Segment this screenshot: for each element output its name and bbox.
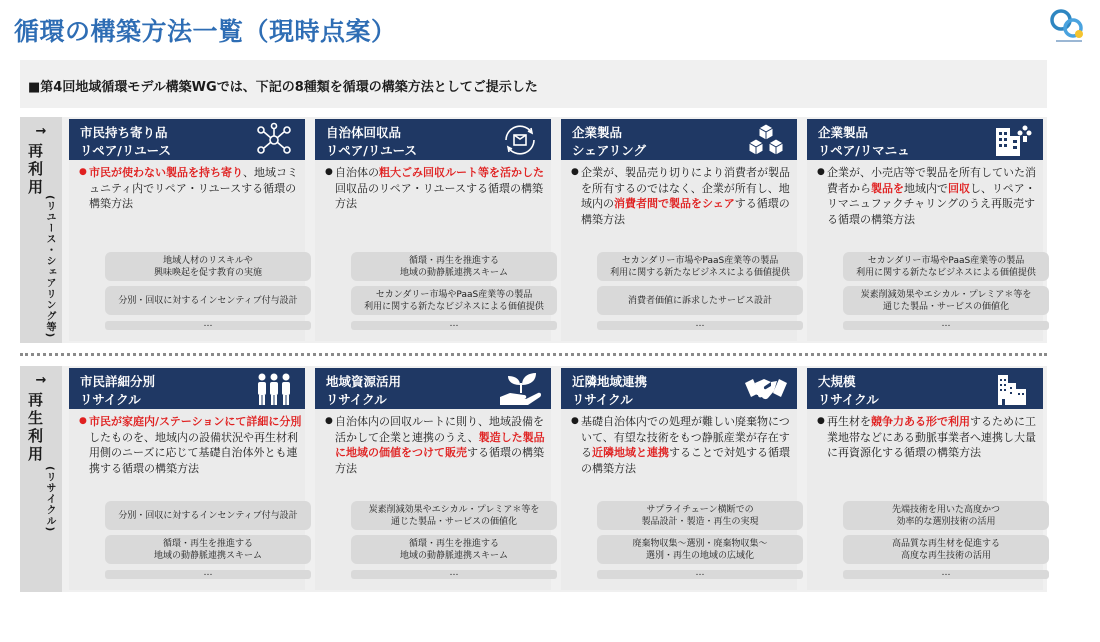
card-header [315, 368, 551, 409]
highlight-text: 市民が家庭内/ステーションにて詳細に分別 [89, 415, 302, 428]
card-header [807, 368, 1043, 409]
building-people-icon [990, 122, 1034, 158]
description-text: 回収品のリペア・リユースする循環の構築方法 [335, 181, 544, 210]
people-icon [252, 371, 296, 407]
description-text: する循環の構築方法 [581, 197, 790, 226]
measure-text: 高品質な再生材を促進する 高度な再生技術の活用 [891, 538, 1000, 561]
card-subtitle: リサイクル [818, 392, 879, 407]
handshake-icon [744, 371, 788, 407]
card-subtitle: シェアリング [572, 143, 647, 158]
measure-pill [105, 286, 311, 315]
description-text: 再生材を [827, 415, 871, 428]
measure-pill [843, 535, 1049, 564]
card-description [571, 414, 795, 476]
description-text: したものを、地域内の設備状況や再生材利用側のニーズに応じて基礎自治体外とも連携する循環の構築方法 [89, 430, 298, 475]
recycle-box-icon [498, 122, 542, 158]
description-text: 基礎自治体内での処理が難しい廃棄物について、有望な技術をもつ静脈産業が存在する [581, 415, 790, 459]
logo-icon [1048, 6, 1088, 46]
card-近隣地域連携 [561, 368, 797, 590]
description-text: 企業が、小売店等で製品を所有していた消費者から [827, 166, 1036, 195]
card-description [817, 165, 1041, 227]
row-title: 再生利用 [26, 392, 44, 464]
measure-text: 廃棄物収集～選別・廃棄物収集～ 選別・再生の地域の広域化 [632, 538, 768, 561]
card-title: 企業製品 [818, 125, 869, 140]
card-body [315, 409, 551, 590]
highlight-text: 回収 [948, 181, 970, 195]
card-title: 市民持ち寄り品 [80, 125, 168, 140]
measure-text: 消費者価値に訴求したサービス設計 [627, 295, 772, 306]
measure-pill [843, 286, 1049, 315]
more-indicator: … [597, 321, 803, 330]
more-indicator: … [351, 570, 557, 579]
more-indicator: … [105, 321, 311, 330]
bullet-icon: ● [325, 167, 333, 177]
measure-text: 地域人材のリスキルや 興味喚起を促す教育の実施 [153, 255, 262, 278]
card-title: 市民詳細分別 [80, 374, 156, 389]
bullet-icon: ● [325, 416, 333, 426]
description-text: 自治体の [335, 166, 379, 179]
card-title: 地域資源活用 [326, 374, 402, 389]
card-自治体回収品 [315, 119, 551, 341]
highlight-text: 市民が使わない製品を持ち寄り [89, 166, 243, 179]
card-企業製品 [561, 119, 797, 341]
card-header [69, 368, 305, 409]
card-subtitle: リペア/リユース [80, 143, 171, 158]
bullet-icon: ● [817, 416, 825, 426]
measure-text: セカンダリー市場やPaaS産業等の製品 利用に関する新たなビジネスによる価値提供 [856, 255, 1036, 278]
arrow-icon: → [35, 124, 47, 139]
card-header [561, 119, 797, 160]
card-企業製品 [807, 119, 1043, 341]
intro-text: ■第4回地域循環モデル構築WGでは、下記の8種類を循環の構築方法としてご提示した [28, 80, 538, 95]
measure-text: セカンダリー市場やPaaS産業等の製品 利用に関する新たなビジネスによる価値提供 [364, 289, 544, 312]
description-text: 地域内で [904, 181, 948, 195]
bullet-icon: ● [79, 167, 87, 177]
card-description [325, 165, 549, 212]
row-label [20, 117, 62, 343]
intro-banner [20, 60, 1047, 108]
highlight-text: 粗大ごみ回収ルート等を活かした [379, 166, 544, 179]
card-地域資源活用 [315, 368, 551, 590]
card-header [807, 119, 1043, 160]
measure-text: 循環・再生を推進する 地域の動静脈連携スキーム [399, 538, 508, 561]
card-body [807, 160, 1043, 341]
card-description [325, 414, 549, 476]
measure-pill [597, 286, 803, 315]
card-body [561, 160, 797, 341]
measure-text: サプライチェーン横断での 製品設計・製造・再生の実現 [641, 504, 759, 527]
arrow-icon: → [35, 373, 47, 388]
measure-text: 分別・回収に対するインセンティブ付与設計 [118, 510, 298, 521]
card-body [69, 409, 305, 590]
card-市民持ち寄り品 [69, 119, 305, 341]
card-市民詳細分別 [69, 368, 305, 590]
measure-text: 循環・再生を推進する 地域の動静脈連携スキーム [153, 538, 262, 561]
description-text: 、地域コミュニティ内でリペア・リユースする循環の構築方法 [89, 166, 298, 210]
bullet-icon: ● [571, 167, 579, 177]
card-subtitle: リサイクル [80, 392, 141, 407]
measure-text: 炭素削減効果やエシカル・プレミア＊等を 通じた製品・サービスの価値化 [860, 289, 1032, 312]
card-body [69, 160, 305, 341]
row-subtitle: (リユース・シェアリング等) [44, 195, 55, 339]
card-title: 企業製品 [572, 125, 623, 140]
bullet-icon: ● [79, 416, 87, 426]
bullet-icon: ● [571, 416, 579, 426]
hand-plant-icon [498, 371, 542, 407]
card-header [315, 119, 551, 160]
page-title: 循環の構築方法一覧（現時点案） [14, 17, 397, 46]
card-description [79, 165, 303, 212]
reuse-row [20, 117, 1047, 343]
measure-text: セカンダリー市場やPaaS産業等の製品 利用に関する新たなビジネスによる価値提供 [610, 255, 790, 278]
measure-pill [351, 252, 557, 281]
measure-pill [351, 501, 557, 530]
more-indicator: … [843, 321, 1049, 330]
measure-text: 炭素削減効果やエシカル・プレミア＊等を 通じた製品・サービスの価値化 [368, 504, 540, 527]
card-body [561, 409, 797, 590]
card-description [817, 414, 1041, 461]
measure-pill [105, 535, 311, 564]
measure-pill [843, 501, 1049, 530]
measure-pill [351, 535, 557, 564]
more-indicator: … [105, 570, 311, 579]
measure-pill [597, 535, 803, 564]
highlight-text: 製品を [871, 181, 904, 195]
card-title: 大規模 [818, 374, 856, 389]
highlight-text: 近隣地域と連携 [592, 446, 669, 459]
bullet-icon: ● [817, 167, 825, 177]
card-subtitle: リサイクル [572, 392, 633, 407]
boxes-icon [744, 122, 788, 158]
recycle-row [20, 366, 1047, 592]
measure-pill [105, 252, 311, 281]
description-text: する循環の構築方法 [335, 446, 544, 475]
description-text: することで対処する循環の構築方法 [581, 446, 790, 475]
card-subtitle: リサイクル [326, 392, 387, 407]
card-title: 自治体回収品 [326, 125, 402, 140]
row-divider [20, 353, 1047, 356]
description-text: 自治体内の回収ルートに則り、地域設備を活かして企業と連携のうえ、 [335, 415, 544, 444]
description-text: するために工業地帯などにある動脈事業者へ連携し大量に再資源化する循環の構築方法 [827, 415, 1036, 459]
card-body [315, 160, 551, 341]
factory-icon [990, 371, 1034, 407]
measure-pill [105, 501, 311, 530]
row-label [20, 366, 62, 592]
more-indicator: … [351, 321, 557, 330]
measure-pill [351, 286, 557, 315]
card-title: 近隣地域連携 [572, 374, 648, 389]
measure-text: 先端技術を用いた高度かつ 効率的な選別技術の活用 [891, 504, 1000, 527]
highlight-text: 消費者間で製品をシェア [614, 197, 735, 210]
card-body [807, 409, 1043, 590]
card-subtitle: リペア/リユース [326, 143, 417, 158]
card-header [561, 368, 797, 409]
description-text: し、リペア・リマニュファクチャリングのうえ再販売する循環の構築方法 [827, 181, 1036, 226]
row-subtitle: (リサイクル) [44, 466, 55, 533]
more-indicator: … [843, 570, 1049, 579]
measure-text: 循環・再生を推進する 地域の動静脈連携スキーム [399, 255, 508, 278]
card-description [571, 165, 795, 227]
measure-pill [843, 252, 1049, 281]
row-title: 再利用 [26, 143, 44, 197]
card-subtitle: リペア/リマニュ [818, 143, 910, 158]
card-大規模 [807, 368, 1043, 590]
measure-pill [597, 501, 803, 530]
card-header [69, 119, 305, 160]
network-people-icon [252, 122, 296, 158]
highlight-text: 製造した製品に地域の価値をつけて販売 [335, 430, 545, 459]
more-indicator: … [597, 570, 803, 579]
highlight-text: 競争力ある形で利用 [871, 415, 970, 428]
measure-text: 分別・回収に対するインセンティブ付与設計 [118, 295, 298, 306]
card-description [79, 414, 303, 476]
measure-pill [597, 252, 803, 281]
description-text: 企業が、製品売り切りにより消費者が製品を所有するのではなく、企業が所有し、地域内の [581, 166, 790, 210]
